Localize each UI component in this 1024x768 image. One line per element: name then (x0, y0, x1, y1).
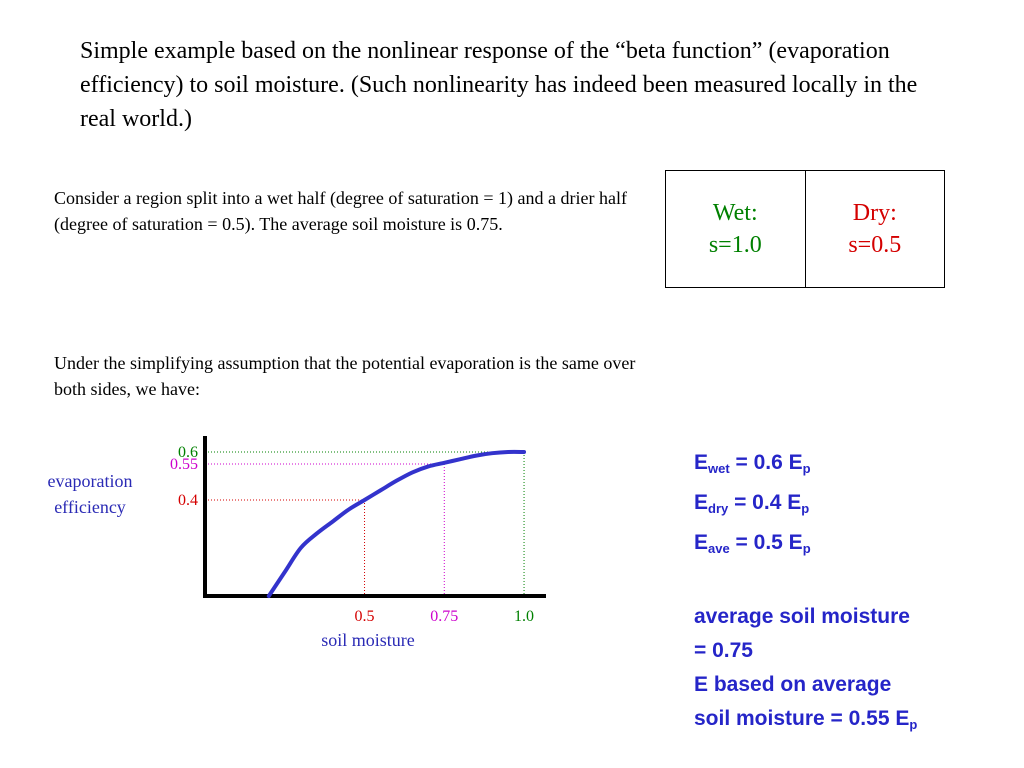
dry-label: Dry: (852, 200, 897, 226)
x-tick-label-2: 1.0 (514, 608, 535, 625)
slide-title: Simple example based on the nonlinear response of the “beta function” (evaporation efficiency) to soil moisture. (Such nonlinearity has indeed been measured locally in the real world.) (80, 38, 918, 132)
y-tick-label-0: 0.6 (178, 444, 198, 461)
e-based-on-average-line2: soil moisture = 0.55 $E_p$ (694, 707, 918, 732)
average-soil-moisture-line1: average soil moisture (694, 605, 910, 628)
equation-e-dry: $E_{dry} = 0.4$ $E_p$ (694, 491, 810, 516)
region-description: Consider a region split into a wet half (degree of saturation = 1) and a drier half (degree of saturation = 0.5). The average soil moisture is 0.75. (54, 188, 627, 234)
equation-e-wet: $E_{wet} = 0.6$ $E_p$ (694, 451, 811, 476)
y-tick-label-2: 0.4 (178, 492, 198, 509)
series-line-0 (269, 452, 524, 596)
y-tick-label-1: 0.55 (170, 456, 198, 473)
x-tick-label-1: 0.75 (430, 608, 459, 625)
equation-e-ave: $E_{ave} = 0.5$ $E_p$ (694, 531, 811, 556)
x-tick-label-0: 0.5 (354, 608, 375, 625)
equations-panel (694, 446, 1004, 742)
assumption-text: Under the simplifying assumption that the potential evaporation is the same over both sides, we have: (54, 353, 636, 399)
x-axis-label: soil moisture (321, 630, 415, 650)
e-based-on-average-line1: E based on average (694, 673, 892, 696)
wet-label: Wet: (712, 200, 758, 226)
wet-value: s=1.0 (708, 232, 762, 258)
y-axis-label: evaporation efficiency (47, 471, 133, 517)
dry-value: s=0.5 (848, 232, 902, 258)
average-soil-moisture-line2: = 0.75 (694, 639, 753, 662)
